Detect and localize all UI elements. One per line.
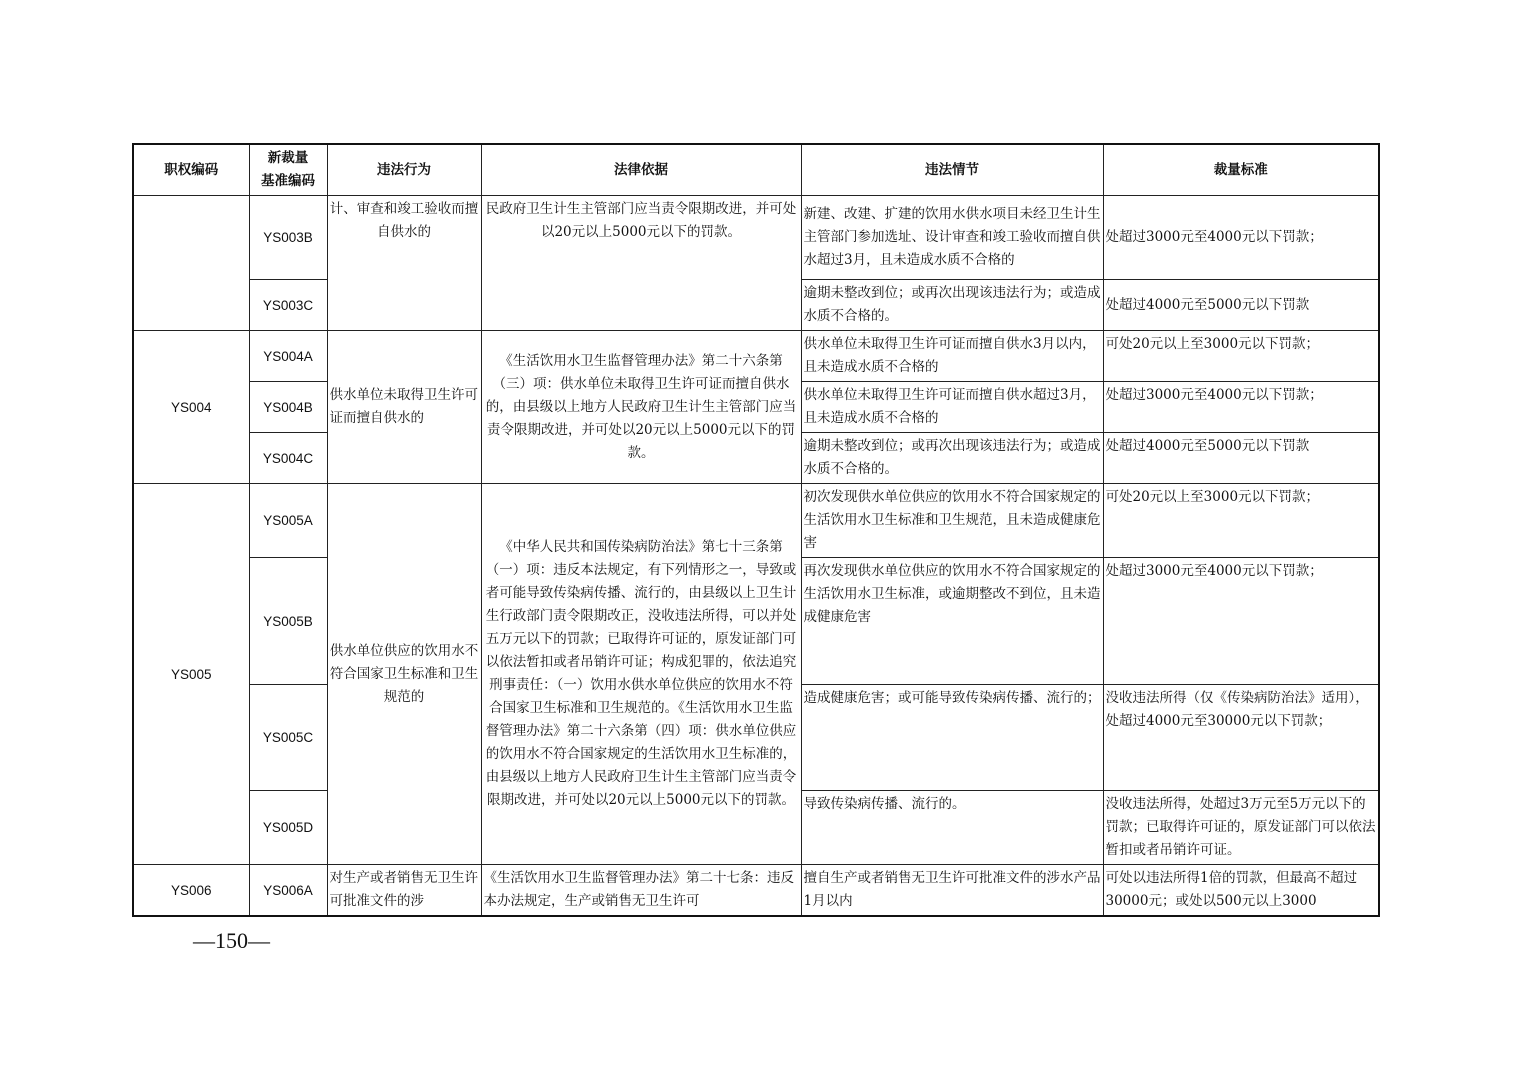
sub-code: YS005C	[249, 685, 327, 791]
table-row	[133, 331, 1379, 382]
header-legal-basis: 法律依据	[481, 144, 801, 196]
penalty-standard-table	[132, 143, 1380, 917]
circumstance-text: 供水单位未取得卫生许可证而擅自供水超过3月，且未造成水质不合格的	[801, 382, 1103, 433]
circumstance-text: 初次发现供水单位供应的饮用水不符合国家规定的生活饮用水卫生标准和卫生规范，且未造成健康危害	[801, 484, 1103, 558]
circumstance-text: 供水单位未取得卫生许可证而擅自供水3月以内，且未造成水质不合格的	[801, 331, 1103, 382]
sub-code: YS005D	[249, 791, 327, 865]
header-circumstance: 违法情节	[801, 144, 1103, 196]
violation-text: 供水单位未取得卫生许可证而擅自供水的	[327, 331, 481, 484]
table-row	[133, 484, 1379, 558]
violation-text: 计、审查和竣工验收而擅自供水的	[327, 196, 481, 331]
standard-text: 没收违法所得（仅《传染病防治法》适用），处超过4000元至30000元以下罚款；	[1103, 685, 1379, 791]
circumstance-text: 造成健康危害；或可能导致传染病传播、流行的；	[801, 685, 1103, 791]
authority-code: YS004	[133, 331, 249, 484]
circumstance-text: 导致传染病传播、流行的。	[801, 791, 1103, 865]
violation-text: 供水单位供应的饮用水不符合国家卫生标准和卫生规范的	[327, 484, 481, 865]
sub-code: YS004C	[249, 433, 327, 484]
header-authority-code: 职权编码	[133, 144, 249, 196]
legal-basis-text: 民政府卫生计生主管部门应当责令限期改进，并可处以20元以上5000元以下的罚款。	[481, 196, 801, 331]
table-row	[133, 865, 1379, 917]
header-new-code: 新裁量 基准编码	[249, 144, 327, 196]
sub-code: YS003C	[249, 280, 327, 331]
violation-text: 对生产或者销售无卫生许可批准文件的涉	[327, 865, 481, 917]
circumstance-text: 新建、改建、扩建的饮用水供水项目未经卫生计生主管部门参加选址、设计审查和竣工验收而擅自供水超过3月，且未造成水质不合格的	[801, 196, 1103, 280]
standard-text: 处超过4000元至5000元以下罚款	[1103, 280, 1379, 331]
page-number: —150—	[193, 928, 270, 953]
sub-code: YS004A	[249, 331, 327, 382]
sub-code: YS003B	[249, 196, 327, 280]
standard-text: 可处20元以上至3000元以下罚款；	[1103, 484, 1379, 558]
ys003-authority-code	[133, 196, 249, 331]
header-violation: 违法行为	[327, 144, 481, 196]
legal-basis-text: 《生活饮用水卫生监督管理办法》第二十七条：违反本办法规定，生产或销售无卫生许可	[481, 865, 801, 917]
circumstance-text: 逾期未整改到位；或再次出现该违法行为；或造成水质不合格的。	[801, 433, 1103, 484]
standard-text: 处超过4000元至5000元以下罚款	[1103, 433, 1379, 484]
standard-text: 处超过3000元至4000元以下罚款；	[1103, 558, 1379, 685]
legal-basis-text: 《中华人民共和国传染病防治法》第七十三条第（一）项：违反本法规定，有下列情形之一，导致或者可能导致传染病传播、流行的，由县级以上卫生计生行政部门责令限期改正，没收违法所得，可以并处五万元以下的罚款；已取得许可证的，原发证部门可以依法暂扣或者吊销许可证；构成犯罪的，依法追究刑事责任：（一）饮用水供水单位供应的饮用水不符合国家卫生标准和卫生规范的。《生活饮用水卫生监督管理办法》第二十六条第（四）项：供水单位供应的饮用水不符合国家规定的生活饮用水卫生标准的，由县级以上地方人民政府卫生计生主管部门应当责令限期改进，并可处以20元以上5000元以下的罚款。	[481, 484, 801, 865]
standard-text: 没收违法所得，处超过3万元至5万元以下的罚款；已取得许可证的，原发证部门可以依法暂扣或者吊销许可证。	[1103, 791, 1379, 865]
sub-code: YS006A	[249, 865, 327, 917]
standard-text: 可处以违法所得1倍的罚款，但最高不超过30000元；或处以500元以上3000	[1103, 865, 1379, 917]
header-standard: 裁量标准	[1103, 144, 1379, 196]
sub-code: YS004B	[249, 382, 327, 433]
header-row	[133, 144, 1379, 196]
standard-text: 处超过3000元至4000元以下罚款；	[1103, 382, 1379, 433]
sub-code: YS005B	[249, 558, 327, 685]
authority-code: YS005	[133, 484, 249, 865]
standard-text: 可处20元以上至3000元以下罚款；	[1103, 331, 1379, 382]
authority-code: YS006	[133, 865, 249, 917]
circumstance-text: 逾期未整改到位；或再次出现该违法行为；或造成水质不合格的。	[801, 280, 1103, 331]
circumstance-text: 再次发现供水单位供应的饮用水不符合国家规定的生活饮用水卫生标准，或逾期整改不到位，且未造成健康危害	[801, 558, 1103, 685]
sub-code: YS005A	[249, 484, 327, 558]
standard-text: 处超过3000元至4000元以下罚款；	[1103, 196, 1379, 280]
table-row	[133, 196, 1379, 280]
legal-basis-text: 《生活饮用水卫生监督管理办法》第二十六条第（三）项：供水单位未取得卫生许可证而擅自供水的，由县级以上地方人民政府卫生计生主管部门应当责令限期改进，并可处以20元以上5000元以下的罚款。	[481, 331, 801, 484]
circumstance-text: 擅自生产或者销售无卫生许可批准文件的涉水产品1月以内	[801, 865, 1103, 917]
